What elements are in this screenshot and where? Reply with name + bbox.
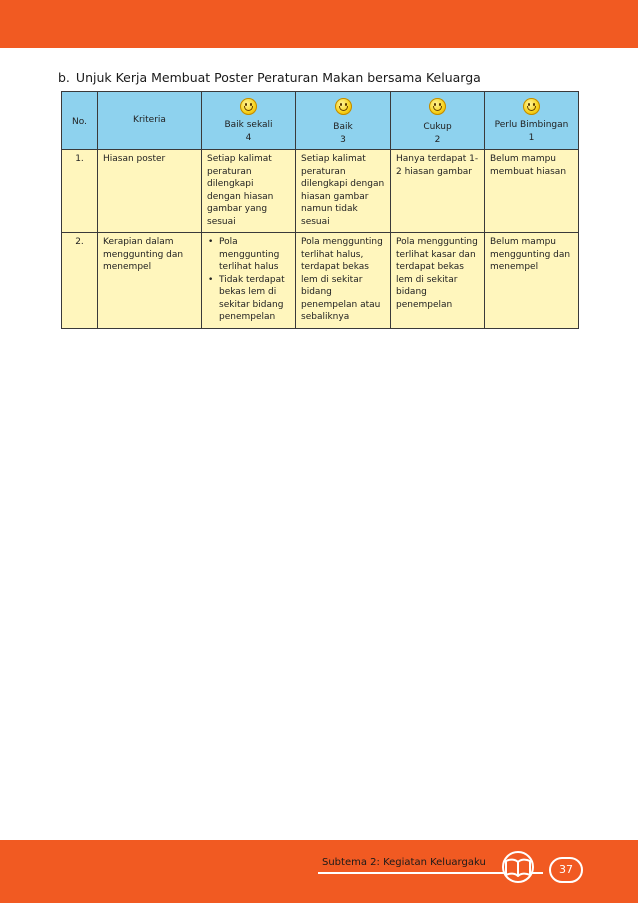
cell-baik: Pola menggunting terlihat halus, terdapat bekas lem di sekitar bidang penempelan atau sebaliknya (296, 233, 391, 329)
cell-no: 1. (62, 150, 98, 233)
header-level-label: Baik sekali (224, 120, 273, 130)
header-baik (296, 92, 391, 150)
table-row (62, 150, 579, 233)
cell-cukup: Pola menggunting terlihat kasar dan terdapat bekas lem di sekitar bidang penempelan (391, 233, 485, 329)
header-level-score: 1 (528, 132, 535, 143)
header-baik-sekali (202, 92, 296, 150)
header-perlu-bimbingan (485, 92, 579, 150)
cell-perlu-bimbingan: Belum mampu membuat hiasan (485, 150, 579, 233)
rubric-table (61, 91, 579, 329)
header-level-score: 3 (340, 134, 346, 145)
header-no (62, 92, 98, 150)
header-level-score: 2 (434, 134, 441, 145)
header-kriteria-label: Kriteria (133, 115, 166, 125)
cell-kriteria: Hiasan poster (98, 150, 202, 233)
header-level-score: 4 (245, 132, 252, 143)
cell-baik-sekali: Setiap kalimat peraturan dilengkapi dengan hiasan gambar yang sesuai (202, 150, 296, 233)
header-kriteria (98, 92, 202, 150)
bullet-item: • Tidak terdapat bekas lem di sekitar bidang penempelan (207, 274, 290, 324)
cell-no: 2. (62, 233, 98, 329)
footer-subtema: Subtema 2: Kegiatan Keluargaku (322, 857, 486, 868)
page-number: 37 (549, 857, 583, 883)
header-level-label: Perlu Bimbingan (494, 120, 569, 130)
table-header-row (62, 92, 579, 150)
bullet-item: • Pola menggunting terlihat halus (207, 236, 290, 274)
section-title-text: Unjuk Kerja Membuat Poster Peraturan Makan bersama Keluarga (75, 70, 481, 85)
smiley-icon (429, 98, 446, 115)
header-no-label: No. (72, 117, 87, 127)
header-level-label: Cukup (423, 122, 452, 132)
smiley-icon (240, 98, 257, 115)
cell-baik-sekali (202, 233, 296, 329)
top-orange-band (0, 0, 638, 48)
section-title (58, 70, 481, 85)
bullet-list (207, 236, 290, 324)
book-icon (498, 851, 538, 883)
cell-perlu-bimbingan: Belum mampu menggunting dan menempel (485, 233, 579, 329)
cell-baik: Setiap kalimat peraturan dilengkapi dengan hiasan gambar namun tidak sesuai (296, 150, 391, 233)
smiley-icon (335, 98, 352, 115)
section-letter: b. (58, 70, 70, 85)
cell-kriteria: Kerapian dalam menggunting dan menempel (98, 233, 202, 329)
smiley-icon (523, 98, 540, 115)
header-level-label: Baik (333, 122, 353, 132)
table-row (62, 233, 579, 329)
header-cukup (391, 92, 485, 150)
cell-cukup: Hanya terdapat 1-2 hiasan gambar (391, 150, 485, 233)
